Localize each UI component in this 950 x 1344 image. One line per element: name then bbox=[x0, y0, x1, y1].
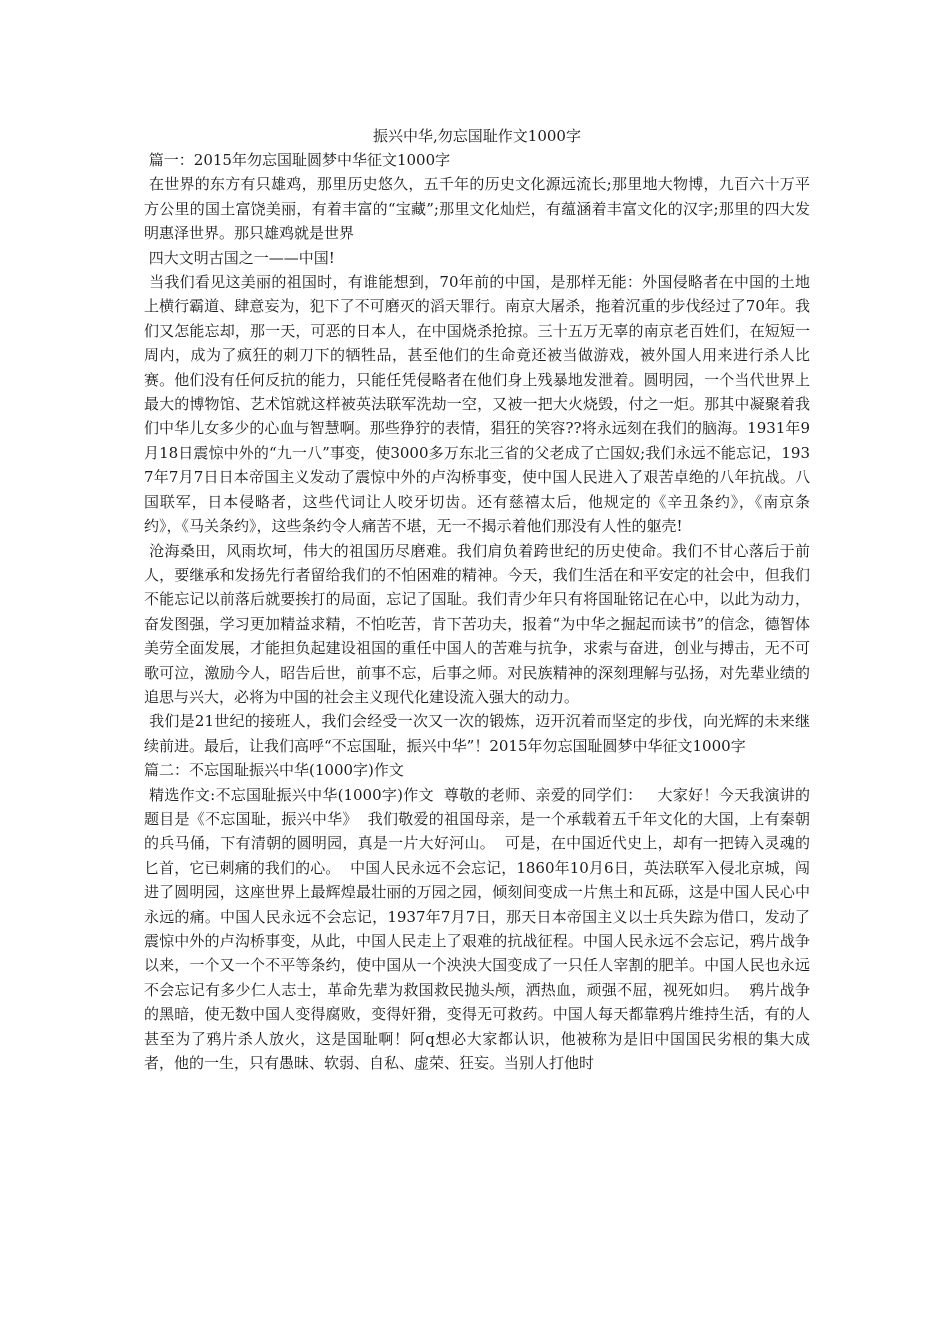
document-title: 振兴中华,勿忘国耻作文1000字 bbox=[373, 127, 581, 145]
paragraph: 当我们看见这美丽的祖国时，有谁能想到，70年前的中国，是那样无能：外国侵略者在中国的土地上横行霸道、肆意妄为，犯下了不可磨灭的滔天罪行。南京大屠杀，拖着沉重的步伐经过了70年。我们又怎能忘却，那一天，可恶的日本人，在中国烧杀抢掠。三十五万无辜的南京老百姓们，在短短一周内，成为了疯狂的刺刀下的牺牲品，甚至他们的生命竟还被当做游戏，被外国人用来进行杀人比赛。他们没有任何反抗的能力，只能任凭侵略者在他们身上残暴地发泄着。圆明园，一个当代世界上最大的博物馆、艺术馆就这样被英法联军洗劫一空，又被一把大火烧毁，付之一炬。那其中凝聚着我们中华儿女多少的心血与智慧啊。那些狰狞的表情，猖狂的笑容??将永远刻在我们的脑海。1931年9月18日震惊中外的“九一八”事变，使3000多万东北三省的父老成了亡国奴;我们永远不能忘记，1937年7月7日日本帝国主义发动了震惊中外的卢沟桥事变，使中国人民进入了艰苦卓绝的八年抗战。八国联军，日本侵略者，这些代词让人咬牙切齿。还有慈禧太后，他规定的《辛丑条约》，《南京条约》，《马关条约》，这些条约令人痛苦不堪，无一不揭示着他们那没有人性的躯壳! bbox=[144, 273, 810, 536]
paragraph: 精选作文:不忘国耻振兴中华(1000字)作文 尊敬的老师、亲爱的同学们： 大家好！今天我演讲的题目是《不忘国耻，振兴中华》 我们敬爱的祖国母亲，是一个承载着五千年文化的大国，上有秦朝的兵马俑，下有清朝的圆明园，真是一片大好河山。 可是，在中国近代史上，却有一把铸入灵魂的匕首，它已刺痛的我们的心。 中国人民永远不会忘记，1860年10月6日，英法联军入侵北京城，闯进了圆明园，这座世界上最辉煌最壮丽的万园之园，倾刻间变成一片焦土和瓦砾，这是中国人民心中永远的痛。中国人民永远不会忘记，1937年7月7日，那天日本帝国主义以士兵失踪为借口，发动了震惊中外的卢沟桥事变，从此，中国人民走上了艰难的抗战征程。中国人民永远不会忘记，鸦片战争以来，一个又一个不平等条约，使中国从一个泱泱大国变成了一只任人宰割的肥羊。中国人民也永远不会忘记有多少仁人志士，革命先辈为救国救民抛头颅，洒热血，顽强不屈，视死如归。 鸦片战争的黑暗，使无数中国人变得腐败，变得奸猾，变得无可救药。中国人每天都靠鸦片维持生活，有的人甚至为了鸦片杀人放火，这是国耻啊！阿q想必大家都认识，他被称为是旧中国国民劣根的集大成者，他的一生，只有愚昧、软弱、自私、虚荣、狂妄。当别人打他时 bbox=[144, 785, 810, 1073]
paragraph-heading-1: 篇一：2015年勿忘国耻圆梦中华征文1000字 bbox=[144, 151, 451, 169]
paragraph: 我们是21世纪的接班人，我们会经受一次又一次的锻炼，迈开沉着而坚定的步伐，向光辉的未来继续前进。最后，让我们高呼“不忘国耻，振兴中华”！2015年勿忘国耻圆梦中华征文1000字 bbox=[144, 712, 810, 755]
paragraph: 四大文明古国之一——中国! bbox=[144, 248, 335, 267]
document-page bbox=[144, 124, 810, 1075]
paragraph: 在世界的东方有只雄鸡，那里历史悠久，五千年的历史文化源远流长;那里地大物博，九百六十万平方公里的国土富饶美丽，有着丰富的“宝藏”;那里文化灿烂，有蕴涵着丰富文化的汉字;那里的四大发明惠泽世界。那只雄鸡就是世界 bbox=[144, 175, 810, 243]
paragraph: 沧海桑田，风雨坎坷，伟大的祖国历尽磨难。我们肩负着跨世纪的历史使命。我们不甘心落后于前人，要继承和发扬先行者留给我们的不怕困难的精神。今天，我们生活在和平安定的社会中，但我们不能忘记以前落后就要挨打的局面，忘记了国耻。我们青少年只有将国耻铭记在心中，以此为动力，奋发图强，学习更加精益求精，不怕吃苦，肯下苦功夫，报着“为中华之掘起而读书”的信念，德智体美劳全面发展，才能担负起建设祖国的重任中国人的苦难与抗争，求索与奋进，创业与搏击，无不可歌可泣，激励今人，昭告后世，前事不忘，后事之师。对民族精神的深刻理解与弘扬，对先辈业绩的追思与兴大，必将为中国的社会主义现代化建设流入强大的动力。 bbox=[144, 541, 810, 706]
paragraph-heading-2: 篇二：不忘国耻振兴中华(1000字)作文 bbox=[144, 761, 404, 780]
